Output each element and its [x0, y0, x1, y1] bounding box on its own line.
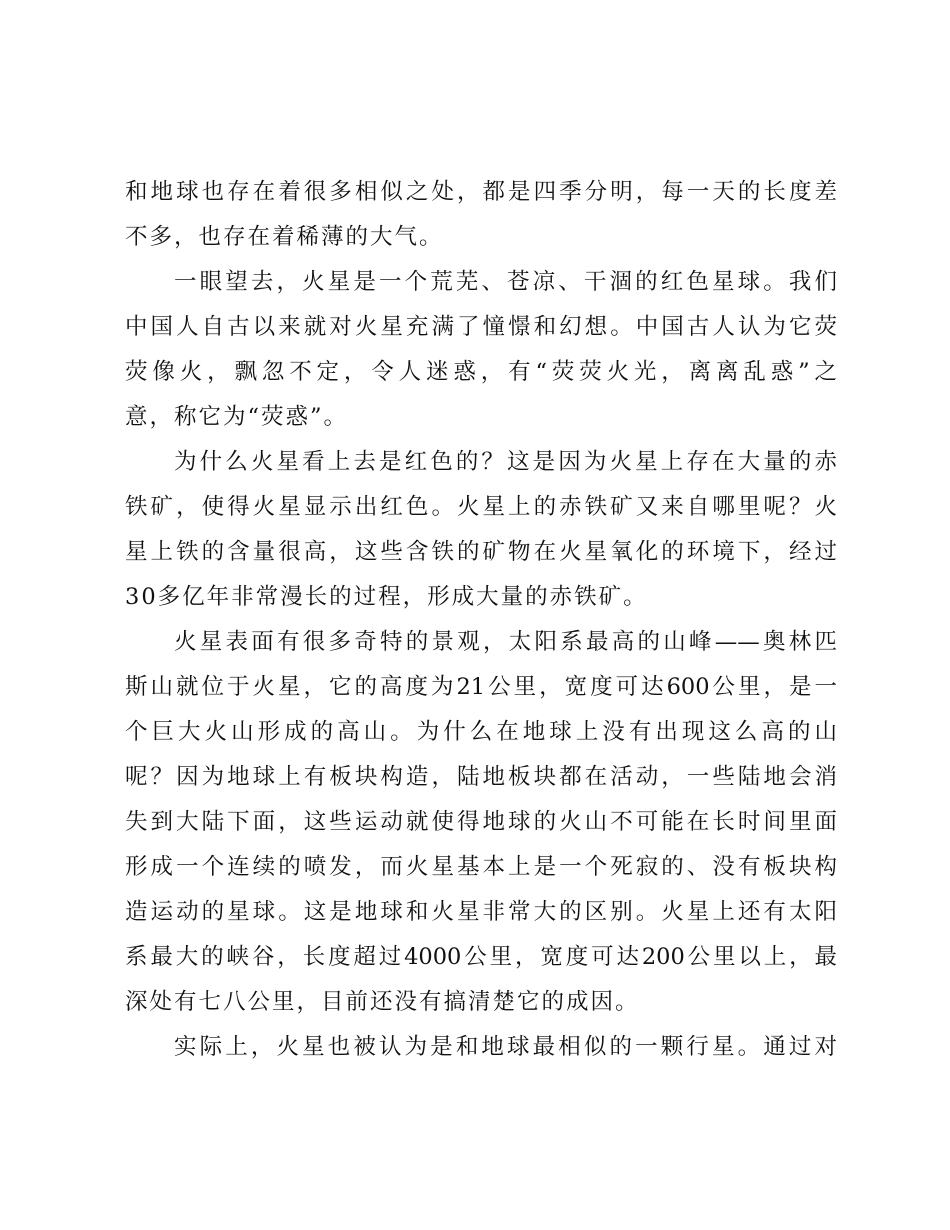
text-line: 呢？因为地球上有板块构造，陆地板块都在活动，一些陆地会消 — [125, 764, 837, 790]
text-line: 失到大陆下面，这些运动就使得地球的火山不可能在长时间里面 — [125, 809, 837, 835]
text-line: 火星表面有很多奇特的景观，太阳系最高的山峰——奥林匹 — [174, 629, 837, 655]
text-line: 和地球也存在着很多相似之处，都是四季分明，每一天的长度差 — [125, 179, 837, 205]
paragraph-4 — [125, 620, 837, 1025]
text-line: 系最大的峡谷，长度超过4000公里，宽度可达200公里以上，最 — [125, 944, 837, 970]
paragraph-3 — [125, 440, 837, 620]
document-body — [125, 170, 837, 1070]
paragraph-2 — [125, 260, 837, 440]
text-line: 个巨大火山形成的高山。为什么在地球上没有出现这么高的山 — [125, 719, 837, 745]
text-line: 中国人自古以来就对火星充满了憧憬和幻想。中国古人认为它荧 — [125, 314, 837, 340]
text-line: 斯山就位于火星，它的高度为21公里，宽度可达600公里，是一 — [125, 674, 837, 700]
text-line: 铁矿，使得火星显示出红色。火星上的赤铁矿又来自哪里呢？火 — [125, 494, 837, 520]
text-line: 实际上，火星也被认为是和地球最相似的一颗行星。通过对 — [174, 1034, 837, 1060]
text-line: 荧像火，飘忽不定，令人迷惑，有“荧荧火光，离离乱惑”之 — [125, 359, 837, 385]
text-line: 形成一个连续的喷发，而火星基本上是一个死寂的、没有板块构 — [125, 854, 837, 880]
text-line: 星上铁的含量很高，这些含铁的矿物在火星氧化的环境下，经过 — [125, 539, 837, 565]
text-line: 30多亿年非常漫长的过程，形成大量的赤铁矿。 — [125, 584, 648, 610]
text-line: 一眼望去，火星是一个荒芜、苍凉、干涸的红色星球。我们 — [174, 269, 837, 295]
text-line: 为什么火星看上去是红色的？这是因为火星上存在大量的赤 — [174, 449, 837, 475]
paragraph-1 — [125, 170, 837, 260]
text-line: 不多，也存在着稀薄的大气。 — [125, 224, 444, 250]
text-line: 造运动的星球。这是地球和火星非常大的区别。火星上还有太阳 — [125, 899, 837, 925]
text-line: 意，称它为“荧惑”。 — [125, 404, 349, 430]
text-line: 深处有七八公里，目前还没有搞清楚它的成因。 — [125, 989, 640, 1015]
paragraph-5 — [125, 1025, 837, 1070]
